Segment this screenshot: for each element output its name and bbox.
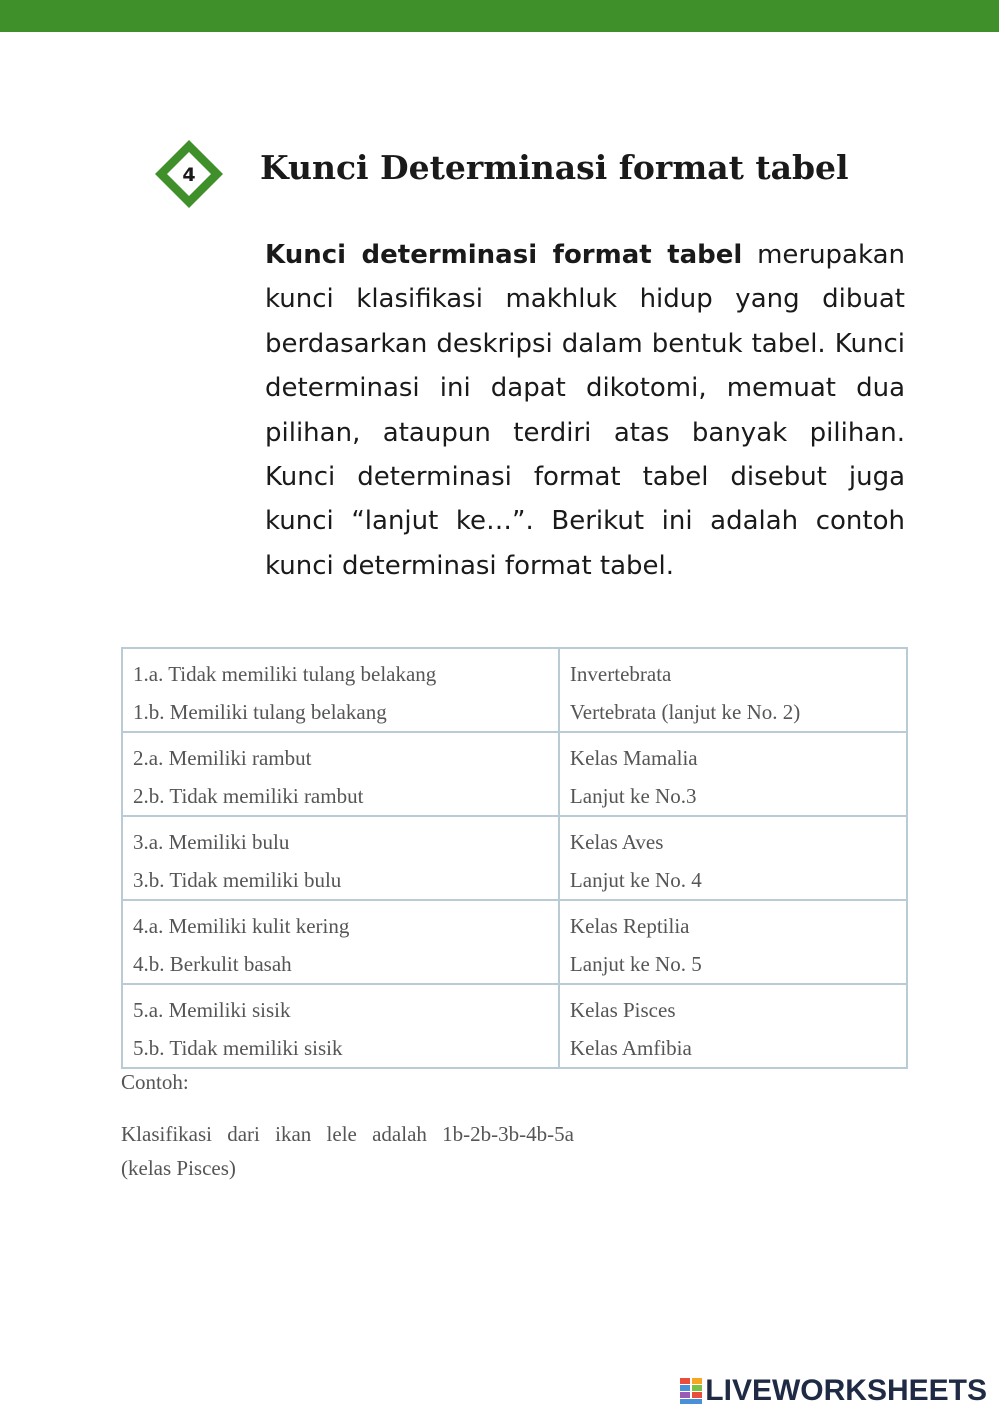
description-text: merupakan kunci klasifikasi makhluk hidup yang dibuat berdasarkan deskripsi dalam bentuk tabel. Kunci determinasi ini dapat dikotomi, memuat dua pilihan, ataupun terdiri atas banyak pilihan. Kunci determinasi format tabel disebut juga kunci “lanjut ke…”. Berikut ini adalah contoh kunci determinasi format tabel. [265,240,906,581]
criteria-option: 5.b. Tidak memiliki sisik [133,1036,343,1060]
example-line-2: (kelas Pisces) [121,1156,236,1180]
criteria-option: 3.a. Memiliki bulu [133,830,290,854]
liveworksheets-logo [680,1374,987,1408]
example-text [121,1117,641,1185]
section-number-badge [152,137,226,211]
section-number: 4 [182,164,196,186]
table-cell-result [559,816,907,900]
criteria-option: 5.a. Memiliki sisik [133,998,291,1022]
table-cell-criteria [122,732,559,816]
result-option: Kelas Reptilia [569,914,690,938]
result-option: Lanjut ke No. 4 [569,868,702,892]
description-bold-lead: Kunci determinasi format tabel [265,240,743,270]
table-row [122,732,907,816]
table-cell-criteria [122,900,559,984]
liveworksheets-logo-icon [680,1378,702,1404]
logo-text: LIVEWORKSHEETS [705,1374,987,1407]
result-option: Lanjut ke No.3 [569,784,697,808]
table-cell-result [559,732,907,816]
table-row [122,648,907,732]
table-cell-result [559,900,907,984]
result-option: Kelas Amfibia [569,1036,692,1060]
table-row [122,900,907,984]
table-cell-result [559,648,907,732]
example-label: Contoh: [121,1070,189,1094]
result-option: Kelas Mamalia [569,746,698,770]
section-title: Kunci Determinasi format tabel [260,148,849,187]
criteria-option: 3.b. Tidak memiliki bulu [133,868,342,892]
table-cell-criteria [122,984,559,1068]
result-option: Lanjut ke No. 5 [569,952,702,976]
table-cell-criteria [122,648,559,732]
determination-key-table [121,647,908,1069]
result-option: Invertebrata [569,662,672,686]
criteria-option: 1.a. Tidak memiliki tulang belakang [133,662,437,686]
top-green-bar [0,0,999,32]
result-option: Kelas Pisces [569,998,676,1022]
result-option: Kelas Aves [569,830,664,854]
table-cell-criteria [122,816,559,900]
criteria-option: 2.a. Memiliki rambut [133,746,312,770]
criteria-option: 2.b. Tidak memiliki rambut [133,784,364,808]
example-line-1: Klasifikasi dari ikan lele adalah 1b-2b-3b-4b-5a [121,1122,574,1146]
table-row [122,984,907,1068]
criteria-option: 4.a. Memiliki kulit kering [133,914,350,938]
table-row [122,816,907,900]
result-option: Vertebrata (lanjut ke No. 2) [569,700,801,724]
criteria-option: 1.b. Memiliki tulang belakang [133,700,387,724]
description-paragraph [265,233,905,588]
table-cell-result [559,984,907,1068]
diamond-icon [152,137,226,211]
criteria-option: 4.b. Berkulit basah [133,952,292,976]
